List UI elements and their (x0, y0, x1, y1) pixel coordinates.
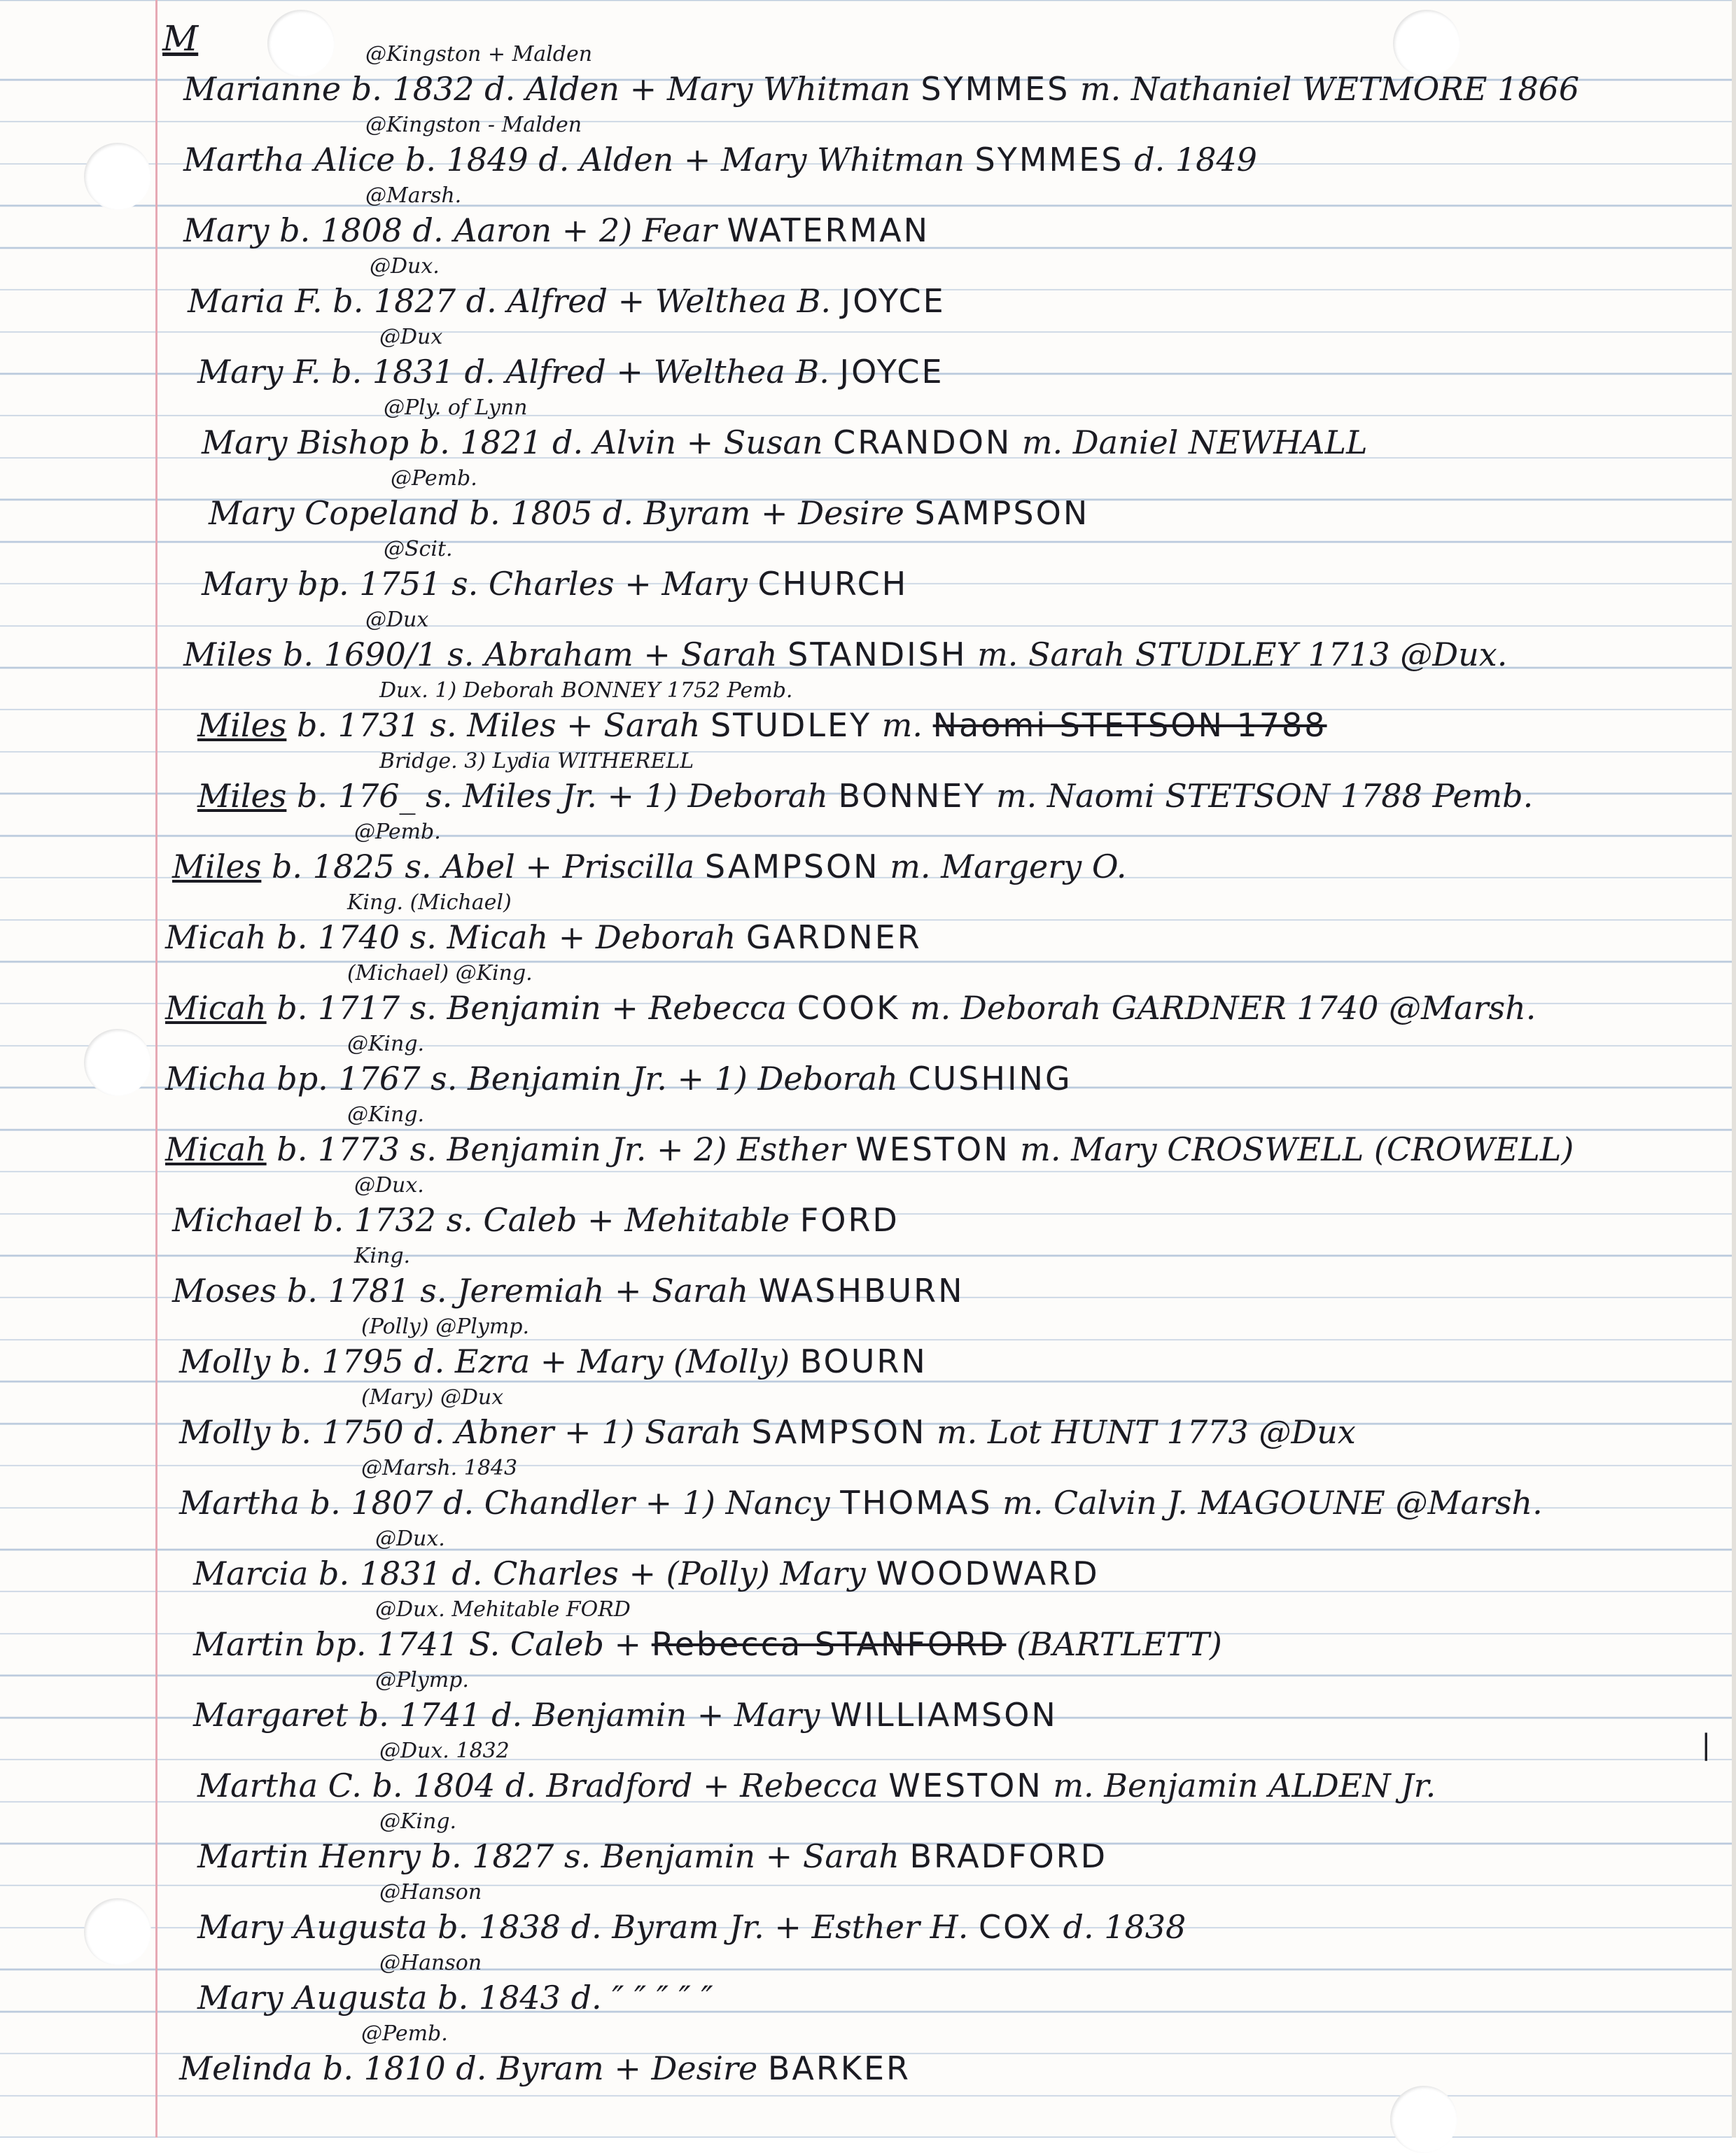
entry-details: b. 1732 s. Caleb + Mehitable (302, 1201, 800, 1239)
surname: STANDISH (788, 636, 967, 673)
entry-details: bp. 1767 s. Benjamin Jr. + 1) Deborah (266, 1060, 909, 1097)
place-annotation: @Pemb. (391, 466, 477, 491)
surname: BONNEY (838, 777, 986, 815)
entry-line (188, 282, 946, 320)
given-name: Molly (179, 1342, 271, 1380)
surname: SAMPSON (704, 848, 880, 885)
given-name: Micah (165, 989, 267, 1027)
entry-tail: m. Lot HUNT 1773 @Dux (926, 1413, 1356, 1451)
given-name: Melinda (179, 2049, 313, 2087)
given-name: Micah (165, 1130, 267, 1168)
entry-line (172, 1272, 965, 1310)
place-annotation: @Plymp. (375, 1668, 469, 1692)
place-annotation: @Ply. of Lynn (384, 395, 528, 420)
entry-details: b. 1831 d. Alfred + Welthea B. (321, 353, 840, 391)
entry-details: b. 1808 d. Aaron + 2) Fear (269, 211, 727, 249)
surname: CUSHING (908, 1060, 1072, 1097)
given-name: Miles (172, 848, 262, 885)
place-annotation: King. (Michael) (347, 890, 512, 915)
given-name: Marcia (193, 1555, 309, 1592)
entry-line (179, 1484, 1543, 1522)
entry-tail: m. Margery O. (879, 848, 1127, 885)
surname: WASHBURN (758, 1272, 965, 1310)
given-name: Micha (165, 1060, 267, 1097)
entry-line (197, 1837, 1107, 1875)
surname: BARKER (767, 2049, 911, 2087)
surname: WESTON (855, 1130, 1010, 1168)
entry-tail: m. (872, 706, 933, 744)
place-annotation: Bridge. 3) Lydia WITHERELL (379, 749, 694, 773)
entry-details: b. 1831 d. Charles + (Polly) Mary (308, 1555, 876, 1592)
entry-tail: d. 1838 (1052, 1908, 1186, 1946)
entry-line (179, 2049, 911, 2087)
entry-line (193, 1625, 1222, 1663)
given-name: Martha (179, 1484, 300, 1522)
place-annotation: @Hanson (379, 1880, 482, 1905)
given-name: Martha Alice (183, 141, 396, 178)
given-name: Micah (165, 918, 267, 956)
entry-line (172, 1201, 899, 1239)
surname: SYMMES (974, 141, 1124, 178)
entry-tail: m. Deborah GARDNER 1740 @Marsh. (899, 989, 1536, 1027)
entry-details: bp. 1751 s. Charles + Mary (287, 565, 758, 603)
given-name: Margaret (193, 1696, 349, 1734)
place-annotation: @Kingston - Malden (365, 113, 582, 137)
place-annotation: Dux. 1) Deborah BONNEY 1752 Pemb. (379, 678, 793, 703)
place-annotation: @Marsh. (365, 183, 462, 208)
place-annotation: @Dux. 1832 (379, 1739, 510, 1763)
place-annotation: (Michael) @King. (347, 961, 533, 986)
surname: CHURCH (757, 565, 909, 603)
entry-tail: m. Mary CROSWELL (CROWELL) (1009, 1130, 1574, 1168)
given-name: Maria F. (188, 282, 323, 320)
entry-line (165, 989, 1536, 1027)
struck-text: Naomi STETSON 1788 (932, 706, 1327, 744)
place-annotation: @Dux. (370, 254, 440, 279)
entry-line (183, 636, 1507, 673)
entry-details: b. 1773 s. Benjamin Jr. + 2) Esther (266, 1130, 856, 1168)
entry-tail: d. 1849 (1124, 141, 1257, 178)
place-annotation: (Polly) @Plymp. (361, 1314, 530, 1339)
entry-details: b. 1781 s. Jeremiah + Sarah (276, 1272, 759, 1310)
entry-line (197, 706, 1327, 744)
entry-details: b. 1690/1 s. Abraham + Sarah (272, 636, 788, 673)
surname: WESTON (888, 1767, 1043, 1804)
given-name: Miles (183, 636, 273, 673)
given-name: Moses (172, 1272, 277, 1310)
entry-line (179, 1413, 1356, 1451)
entry-line (172, 848, 1126, 885)
surname: JOYCE (839, 353, 944, 391)
entry-details: bp. 1741 S. Caleb + (304, 1625, 652, 1663)
entry-tail: m. Sarah STUDLEY 1713 @Dux. (967, 636, 1508, 673)
entry-details: b. 1843 d. ″ ″ ″ ″ ″ (427, 1979, 713, 2017)
entry-line (209, 494, 1089, 532)
entry-details: b. 1821 d. Alvin + Susan (409, 423, 834, 461)
given-name: Michael (172, 1201, 303, 1239)
margin-mark: | (1701, 1729, 1711, 1761)
entry-line (197, 1767, 1436, 1804)
entry-details: b. 1804 d. Bradford + Rebecca (361, 1767, 889, 1804)
entry-details: b. 1838 d. Byram Jr. + Esther H. (427, 1908, 979, 1946)
entry-details: b. 1741 d. Benjamin + Mary (348, 1696, 830, 1734)
surname: COOK (797, 989, 900, 1027)
place-annotation: @Dux. (354, 1173, 424, 1198)
place-annotation: @Dux (379, 325, 443, 349)
entry-line (202, 423, 1368, 461)
place-annotation: @Pemb. (361, 2021, 448, 2046)
entry-line (183, 211, 930, 249)
surname: THOMAS (840, 1484, 993, 1522)
entry-line (165, 918, 922, 956)
entry-line (197, 1979, 713, 2017)
entry-tail: m. Calvin J. MAGOUNE @Marsh. (992, 1484, 1543, 1522)
given-name: Mary Bishop (202, 423, 410, 461)
surname: WOODWARD (876, 1555, 1100, 1592)
given-name: Mary (202, 565, 288, 603)
given-name: Mary Augusta (197, 1908, 428, 1946)
given-name: Miles (197, 777, 287, 815)
entry-details: b. 1740 s. Micah + Deborah (266, 918, 746, 956)
place-annotation: @King. (347, 1032, 425, 1056)
genealogy-entry (0, 2021, 1736, 2104)
place-annotation: @Dux. Mehitable FORD (375, 1597, 631, 1622)
place-annotation: @Pemb. (354, 820, 441, 844)
place-annotation: @Dux. (375, 1527, 445, 1551)
place-annotation: @Hanson (379, 1951, 482, 1975)
entry-line (202, 565, 908, 603)
surname: GARDNER (746, 918, 922, 956)
entry-tail: m. Benjamin ALDEN Jr. (1042, 1767, 1436, 1804)
place-annotation: @Dux (365, 608, 429, 632)
surname: JOYCE (841, 282, 946, 320)
given-name: Marianne (183, 70, 342, 108)
given-name: Mary (183, 211, 270, 249)
entry-details: b. 1832 d. Alden + Mary Whitman (341, 70, 921, 108)
entry-line (197, 777, 1533, 815)
entry-line (165, 1130, 1574, 1168)
entry-line (197, 1908, 1186, 1946)
entry-details: b. 1827 s. Benjamin + Sarah (420, 1837, 910, 1875)
place-annotation: @Kingston + Malden (365, 42, 593, 66)
entry-details: b. 1805 d. Byram + Desire (458, 494, 915, 532)
given-name: Martin (193, 1625, 305, 1663)
entry-details: b. 1731 s. Miles + Sarah (286, 706, 710, 744)
entry-line (183, 70, 1579, 108)
place-annotation: @King. (379, 1809, 457, 1834)
entry-details: b. 1750 d. Abner + 1) Sarah (270, 1413, 752, 1451)
surname: CRANDON (833, 423, 1012, 461)
surname: STUDLEY (710, 706, 872, 744)
place-annotation: (Mary) @Dux (361, 1385, 504, 1410)
entry-line (193, 1696, 1058, 1734)
given-name: Miles (197, 706, 287, 744)
surname: WATERMAN (727, 211, 930, 249)
surname: SYMMES (920, 70, 1070, 108)
entry-line (193, 1555, 1100, 1592)
surname: BRADFORD (909, 1837, 1108, 1875)
entry-details: b. 1807 d. Chandler + 1) Nancy (300, 1484, 841, 1522)
surname: COX (978, 1908, 1053, 1946)
place-annotation: @Scit. (384, 537, 453, 561)
place-annotation: King. (354, 1244, 411, 1268)
entry-tail: m. Daniel NEWHALL (1011, 423, 1368, 461)
entry-line (183, 141, 1257, 178)
given-name: Mary Augusta (197, 1979, 428, 2017)
surname: WILLIAMSON (830, 1696, 1058, 1734)
entry-line (165, 1060, 1072, 1097)
entry-details: b. 1827 d. Alfred + Welthea B. (322, 282, 841, 320)
entry-tail: m. Nathaniel WETMORE 1866 (1070, 70, 1580, 108)
entry-tail: (BARTLETT) (1006, 1625, 1222, 1663)
place-annotation: @King. (347, 1102, 425, 1127)
entry-details: b. 1810 d. Byram + Desire (312, 2049, 768, 2087)
surname: SAMPSON (751, 1413, 927, 1451)
entry-line (179, 1342, 927, 1380)
surname: FORD (799, 1201, 899, 1239)
entry-details: b. 1717 s. Benjamin + Rebecca (266, 989, 797, 1027)
given-name: Martha C. (197, 1767, 362, 1804)
entry-details: b. 1849 d. Alden + Mary Whitman (395, 141, 975, 178)
given-name: Martin Henry (197, 1837, 421, 1875)
place-annotation: @Marsh. 1843 (361, 1456, 518, 1480)
entry-tail: m. Naomi STETSON 1788 Pemb. (986, 777, 1534, 815)
entry-line (197, 353, 944, 391)
surname: BOURN (799, 1342, 927, 1380)
given-name: Mary F. (197, 353, 321, 391)
surname: SAMPSON (914, 494, 1090, 532)
entry-details: b. 176_ s. Miles Jr. + 1) Deborah (286, 777, 839, 815)
struck-text: Rebecca STANFORD (651, 1625, 1007, 1663)
given-name: Mary Copeland (209, 494, 459, 532)
entry-details: b. 1825 s. Abel + Priscilla (261, 848, 705, 885)
page-letter: M (162, 18, 199, 59)
given-name: Molly (179, 1413, 271, 1451)
entry-details: b. 1795 d. Ezra + Mary (Molly) (270, 1342, 800, 1380)
